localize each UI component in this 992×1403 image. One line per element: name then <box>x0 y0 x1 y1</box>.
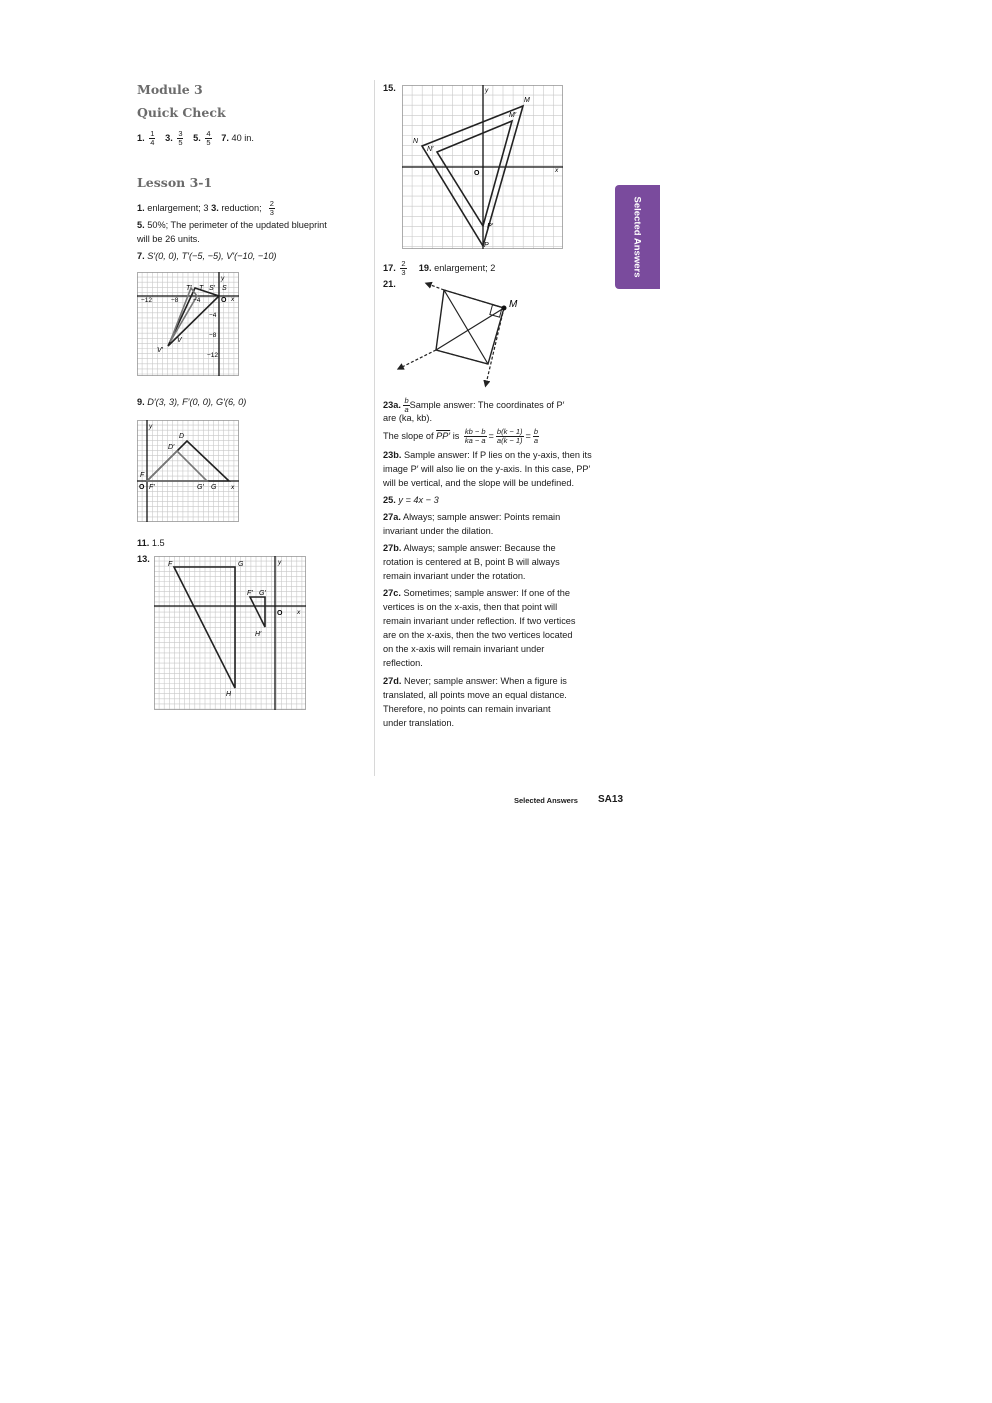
label: N <box>413 138 419 145</box>
answer-number: 27b. <box>383 543 402 553</box>
answer-27d <box>383 674 567 688</box>
label: x <box>555 167 559 174</box>
label: O <box>139 484 145 491</box>
quick-check-heading: Quick Check <box>137 105 226 120</box>
answer-text: Always; sample answer: Because the <box>403 543 556 553</box>
fraction: $\frac{b}{a}$ <box>404 396 409 414</box>
label: V <box>177 337 182 344</box>
answer-number: 7. <box>221 132 229 143</box>
answer-text: Sometimes; sample answer: If one of the <box>403 588 570 598</box>
answer-number: 7. <box>137 251 145 261</box>
label: M′ <box>509 112 517 119</box>
answer-27b <box>383 541 556 555</box>
answer-23b-line2: image P′ will also lie on the y-axis. In this case, PP′ <box>383 464 591 474</box>
answer-17-19 <box>383 260 495 277</box>
answer-27d-line3: Therefore, no points can remain invariant <box>383 704 551 714</box>
label: x <box>297 609 301 616</box>
answer-text: y = 4x − 3 <box>398 495 439 505</box>
answer-number: 5. <box>137 220 145 230</box>
label: T <box>199 285 204 292</box>
dashed-ray <box>400 350 436 368</box>
label: M <box>509 299 518 310</box>
equals: = <box>488 430 494 441</box>
label: V′ <box>157 347 163 354</box>
answer-11 <box>137 536 165 550</box>
answer-27d-line4: under translation. <box>383 718 454 728</box>
label: T′ <box>186 285 192 292</box>
answer-23b-line3: will be vertical, and the slope will be undefined. <box>383 478 575 488</box>
label: y <box>149 423 153 430</box>
answer-7 <box>137 249 277 263</box>
answer-23b <box>383 448 592 462</box>
label: M <box>524 97 530 104</box>
answer-21-number: 21. <box>383 279 396 289</box>
figure-21 <box>396 280 526 388</box>
label: F′ <box>247 590 253 597</box>
answer-5 <box>137 218 327 232</box>
answer-27b-line3: remain invariant under the rotation. <box>383 571 526 581</box>
answer-text: Always; sample answer: Points remain <box>402 512 561 522</box>
answer-13-number: 13. <box>137 554 150 564</box>
label: y <box>221 275 225 282</box>
label: S <box>222 285 227 292</box>
answer-text: D′(3, 3), F′(0, 0), G′(6, 0) <box>147 397 247 407</box>
answer-27a <box>383 510 560 524</box>
answer-number: 19. <box>418 262 432 273</box>
label: G <box>238 561 244 568</box>
answer-text: enlargement; 2 <box>434 262 496 273</box>
answer-number: 25. <box>383 495 396 505</box>
graph-15 <box>402 85 563 249</box>
label: G′ <box>259 590 266 597</box>
answer-27c-line4: are on the x-axis, then the two vertices located <box>383 630 573 640</box>
label: y <box>485 87 489 94</box>
graph-7 <box>137 272 239 376</box>
answer-1-3 <box>137 200 277 217</box>
answer-text: The slope of <box>383 430 434 441</box>
label: G′ <box>197 484 204 491</box>
graph-9 <box>137 420 239 522</box>
answer-number: 27d. <box>383 676 402 686</box>
equals: = <box>525 430 531 441</box>
answer-number: 27c. <box>383 588 401 598</box>
answer-text: 1.5 <box>151 538 165 548</box>
answer-27c-line2: vertices is on the x-axis, then that point will <box>383 602 558 612</box>
graph-13 <box>154 556 306 710</box>
label: F <box>140 472 145 479</box>
label: G <box>211 484 217 491</box>
answer-27c-line5: on the x-axis will remain invariant under <box>383 644 545 654</box>
lesson-heading: Lesson 3-1 <box>137 175 213 190</box>
answer-27c <box>383 586 570 600</box>
answer-27c-line6: reflection. <box>383 658 423 668</box>
fraction: $\frac{4}{5}$ <box>206 129 211 147</box>
fraction: $\frac{2}{3}$ <box>269 199 274 217</box>
label: P <box>484 242 489 249</box>
fraction: $\frac{1}{4}$ <box>150 129 155 147</box>
label: O <box>221 297 227 304</box>
column-divider <box>374 80 375 776</box>
answer-number: 5. <box>193 132 201 143</box>
label: O <box>474 170 480 177</box>
answer-number: 3. <box>211 202 219 213</box>
x-tick: −12 <box>141 297 153 304</box>
answer-number: 23a. <box>383 399 401 410</box>
answer-text: Never; sample answer: When a figure is <box>403 676 567 686</box>
label: H′ <box>255 631 262 638</box>
answer-text: S′(0, 0), T′(−5, −5), V′(−10, −10) <box>147 251 277 261</box>
answer-27c-line3: remain invariant under reflection. If two vertices <box>383 616 576 626</box>
label: x <box>231 296 235 303</box>
small-square <box>490 305 502 317</box>
answer-15-number: 15. <box>383 83 396 93</box>
label: D <box>179 433 185 440</box>
answer-number: 1. <box>137 202 145 213</box>
label: x <box>231 484 235 491</box>
answer-text: is <box>452 430 460 441</box>
y-tick: −12 <box>207 352 219 359</box>
answer-23a-line2: are (ka, kb). <box>383 413 433 423</box>
answer-23a-slope <box>383 428 541 445</box>
label: F′ <box>149 484 155 491</box>
answer-number: 11. <box>137 538 150 548</box>
quick-check-answers <box>137 130 254 147</box>
answer-27d-line2: translated, all points move an equal distance. <box>383 690 567 700</box>
answer-9 <box>137 395 246 409</box>
page-number: SA13 <box>598 794 624 805</box>
answer-27a-line2: invariant under the dilation. <box>383 526 494 536</box>
answer-number: 17. <box>383 262 396 273</box>
label: S′ <box>209 285 215 292</box>
dashed-ray <box>428 284 444 290</box>
label: H <box>226 691 232 698</box>
fraction: $\frac{kb - b}{ka - a}$ <box>464 427 486 445</box>
answer-27b-line2: rotation is centered at B, point B will always <box>383 557 560 567</box>
answer-number: 23b. <box>383 450 402 460</box>
answer-5-line2: will be 26 units. <box>137 234 200 244</box>
y-tick: −4 <box>209 312 217 319</box>
label: O <box>277 610 283 617</box>
answer-text: 40 in. <box>231 132 254 143</box>
module-title: Module 3 <box>137 82 203 97</box>
dashed-ray <box>486 308 504 384</box>
answer-text: reduction; <box>221 202 262 213</box>
label: P′ <box>487 223 493 230</box>
label: y <box>278 559 282 566</box>
answer-number: 9. <box>137 397 145 407</box>
x-tick: −8 <box>171 297 179 304</box>
answer-number: 1. <box>137 132 145 143</box>
y-tick: −8 <box>209 332 217 339</box>
fraction: $\frac{3}{5}$ <box>178 129 183 147</box>
answer-number: 27a. <box>383 512 401 522</box>
selected-answers-tab <box>615 185 660 289</box>
x-tick: −4 <box>193 297 201 304</box>
label: D′ <box>168 444 175 451</box>
answer-25 <box>383 493 439 507</box>
answer-text: 50%; The perimeter of the updated blueprint <box>147 220 327 230</box>
fraction: $\frac{2}{3}$ <box>401 259 406 277</box>
line-pp: PP′ <box>436 430 451 441</box>
fraction: $\frac{b(k - 1)}{a(k - 1)}$ <box>496 427 523 445</box>
answer-number: 3. <box>165 132 173 143</box>
tab-label: Selected Answers <box>631 196 643 278</box>
fraction: $\frac{b}{a}$ <box>533 427 539 445</box>
label: N′ <box>427 146 434 153</box>
footer-label: Selected Answers <box>514 796 578 805</box>
answer-text: Sample answer: If P lies on the y-axis, then its <box>403 450 592 460</box>
answer-text: enlargement; 3 <box>147 202 209 213</box>
label: F <box>168 561 173 568</box>
answer-text: Sample answer: The coordinates of P′ <box>409 399 565 410</box>
point-m <box>502 306 507 311</box>
